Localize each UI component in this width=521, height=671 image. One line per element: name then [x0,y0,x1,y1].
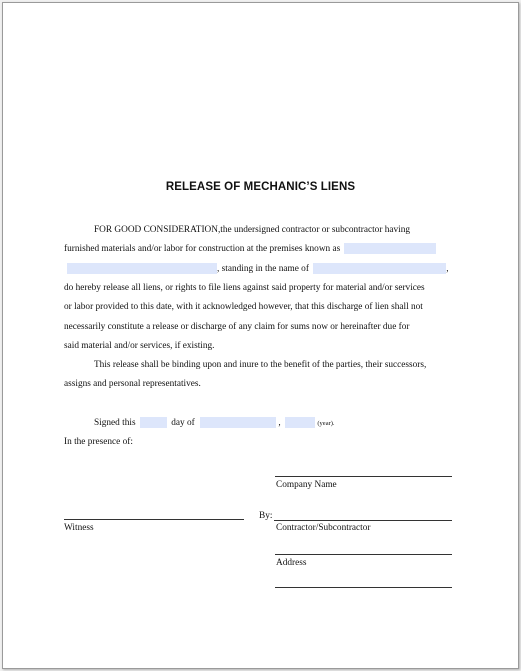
address-line-1[interactable] [275,554,452,555]
year-label: (year). [317,420,335,427]
by-label: By: [259,511,273,521]
witness-label: Witness [64,523,94,533]
day-field[interactable] [140,417,167,428]
paragraph-1-line-1 [64,223,460,237]
signed-line [94,416,335,431]
existing-text: said material and/or services, if existing. [64,341,215,351]
discharge-text: necessarily constitute a release or discharge of any claim for sums now or hereinafter due for [64,322,410,332]
document-page [2,2,519,669]
presence-label: In the presence of: [64,437,133,447]
binding-text: This release shall be binding upon and inure to the benefit of the parties, their successors, [94,360,427,370]
paragraph-1-line-6 [64,320,460,334]
paragraph-1-line-4 [64,281,460,295]
date-comma: , [278,418,281,428]
address-label: Address [276,558,307,568]
release-text: do hereby release all liens, or rights to file liens against said property for material and/or services [64,283,425,293]
contractor-name-field[interactable] [67,263,217,274]
paragraph-1-line-2 [64,242,460,256]
signed-this-label: Signed this [94,418,136,428]
paragraph-1-line-7 [64,339,460,353]
address-line-2[interactable] [275,587,452,588]
paragraph-1-text: the undersigned contractor or subcontractor having [220,225,411,235]
assigns-text: assigns and personal representatives. [64,379,201,389]
company-name-label: Company Name [276,480,337,490]
witness-signature-line[interactable] [64,519,244,520]
paragraph-2-line-2 [64,377,460,391]
labor-text: or labor provided to this date, with it acknowledged however, that this discharge of lien shall not [64,302,423,312]
document-title: RELEASE OF MECHANIC’S LIENS [165,181,356,193]
premises-field[interactable] [344,243,436,254]
company-name-signature-line[interactable] [275,476,452,477]
paragraph-1-line-3 [64,262,460,276]
day-of-label: day of [171,418,195,428]
standing-text: , standing in the name of [217,264,309,274]
paragraph-1-line-5 [64,300,460,314]
paragraph-2-line-1 [64,358,460,372]
consideration-text: FOR GOOD CONSIDERATION, [94,225,221,235]
month-field[interactable] [200,417,276,428]
year-field[interactable] [285,417,315,428]
premises-text: furnished materials and/or labor for construction at the premises known as [64,244,341,254]
contractor-label: Contractor/Subcontractor [276,523,371,533]
comma-text: , [446,264,449,274]
owner-name-field[interactable] [313,263,449,274]
